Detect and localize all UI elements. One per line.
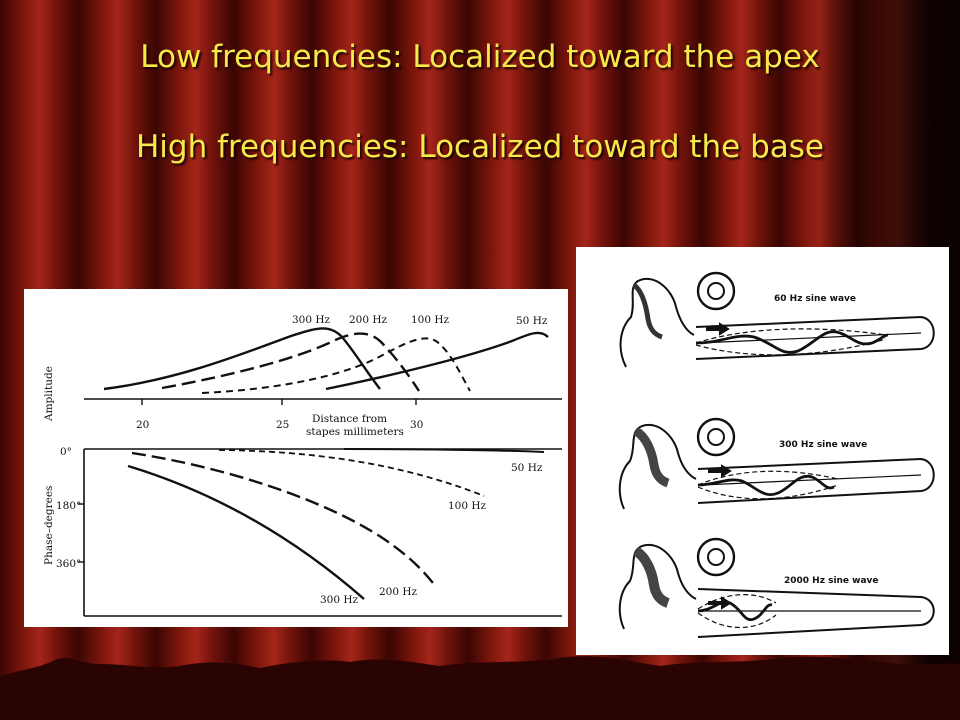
cochlea-tube-2000hz: [698, 589, 934, 637]
amp-label-200hz: 200 Hz: [349, 314, 388, 326]
cochlea-label-300hz: 300 Hz sine wave: [779, 440, 868, 450]
ear-outline-60hz: [621, 279, 694, 367]
amp-label-300hz: 300 Hz: [292, 314, 331, 326]
amp-label-100hz: 100 Hz: [411, 314, 450, 326]
cochlea-diagram-svg: [576, 247, 949, 655]
frequency-graph-panel: [24, 289, 568, 627]
phase-label-100hz: 100 Hz: [448, 500, 487, 512]
phase-label-200hz: 200 Hz: [379, 586, 418, 598]
x-axis-label-line-2: stapes millimeters: [306, 426, 404, 438]
x-axis-label-line-1: Distance from: [312, 413, 388, 425]
curtain-hem-shape: [0, 656, 960, 720]
x-tick-label-25: 25: [276, 419, 290, 431]
cochlea-diagram-panel: [576, 247, 949, 655]
round-window-inner-60hz: [708, 283, 724, 299]
slide-title-line-1: Low frequencies: Localized toward the apex: [140, 39, 820, 75]
curtain-hem: [0, 640, 960, 720]
x-tick-label-20: 20: [136, 419, 150, 431]
phase-tick-label-360: 360°: [56, 558, 82, 570]
cochlea-row-2000hz: [620, 539, 934, 637]
cochlea-label-60hz: 60 Hz sine wave: [774, 294, 857, 304]
phase-curve-100hz: [219, 450, 484, 496]
phase-label-300hz: 300 Hz: [320, 594, 359, 606]
ear-canal-2000hz: [636, 551, 668, 603]
phase-axis-label: Phase–degrees: [43, 485, 55, 565]
phase-tick-label-180: 180°: [56, 500, 82, 512]
amplitude-axis-label: Amplitude: [43, 366, 55, 421]
envelope-bottom-2000hz: [698, 613, 776, 628]
slide-title-line-2: High frequencies: Localized toward the base: [135, 129, 825, 165]
ear-canal-60hz: [634, 285, 662, 337]
amp-label-50hz: 50 Hz: [516, 315, 548, 327]
arrow-head-2000hz: [722, 598, 730, 608]
cochlea-label-2000hz: 2000 Hz sine wave: [784, 576, 879, 586]
sine-wave-300hz: [698, 476, 834, 494]
phase-curve-300hz: [128, 466, 364, 599]
round-window-inner-2000hz: [708, 549, 724, 565]
cochlea-row-300hz: [620, 419, 934, 509]
phase-tick-label-0: 0°: [60, 446, 72, 458]
round-window-outer-60hz: [698, 273, 734, 309]
phase-curve-200hz: [132, 453, 436, 587]
round-window-outer-2000hz: [698, 539, 734, 575]
cochlea-row-60hz: [621, 273, 934, 367]
amplitude-curve-200hz: [162, 334, 419, 391]
round-window-inner-300hz: [708, 429, 724, 445]
round-window-outer-300hz: [698, 419, 734, 455]
phase-label-50hz: 50 Hz: [511, 462, 543, 474]
ear-canal-300hz: [636, 431, 668, 483]
frequency-graph-svg: [24, 289, 568, 627]
x-tick-label-30: 30: [410, 419, 424, 431]
